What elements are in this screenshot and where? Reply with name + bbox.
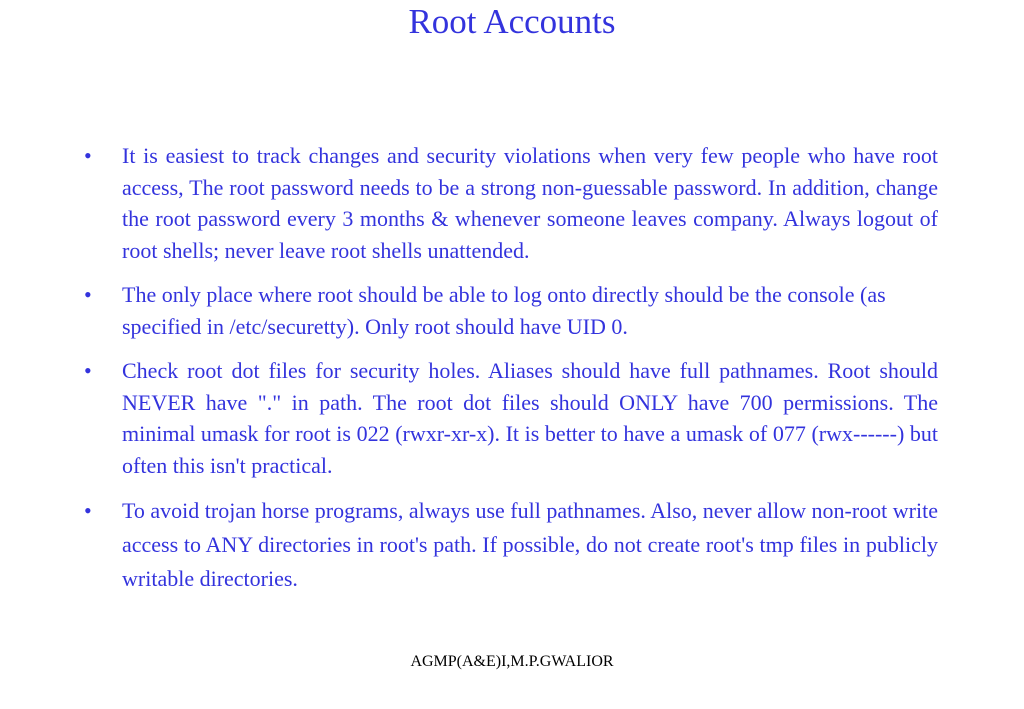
bullet-item-3 — [84, 355, 938, 481]
bullet-text-4: To avoid trojan horse programs, always use full pathnames. Also, never allow non-root write access to ANY directories in root's path. If possible, do not create root's tmp files in publicly writable directories. — [122, 498, 938, 591]
bullet-marker: • — [84, 498, 92, 523]
bullet-text-2: The only place where root should be able to log onto directly should be the console (as specified in /etc/securetty). Only root should have UID 0. — [122, 282, 886, 339]
bullet-text-1: It is easiest to track changes and security violations when very few people who have root access, The root password needs to be a strong non-guessable password. In addition, change the root password every 3 months & whenever someone leaves company. Always logout of root shells; never leave root shells unattended. — [122, 143, 938, 263]
slide-footer: AGMP(A&E)I,M.P.GWALIOR — [410, 653, 614, 670]
bullet-marker: • — [84, 358, 92, 383]
bullet-list — [84, 140, 938, 609]
bullet-item-2 — [84, 279, 938, 342]
bullet-item-1 — [84, 140, 938, 266]
bullet-marker: • — [84, 143, 92, 168]
slide-title: Root Accounts — [408, 2, 616, 41]
bullet-marker: • — [84, 282, 92, 307]
bullet-item-4 — [84, 494, 938, 596]
bullet-text-3: Check root dot files for security holes. Aliases should have full pathnames. Root should NEVER have "." in path. The root dot files should ONLY have 700 permissions. The minimal umask for root is 022 (rwxr-xr-x). It is better to have a umask of 077 (rwx------) but often this isn't practical. — [122, 358, 938, 478]
